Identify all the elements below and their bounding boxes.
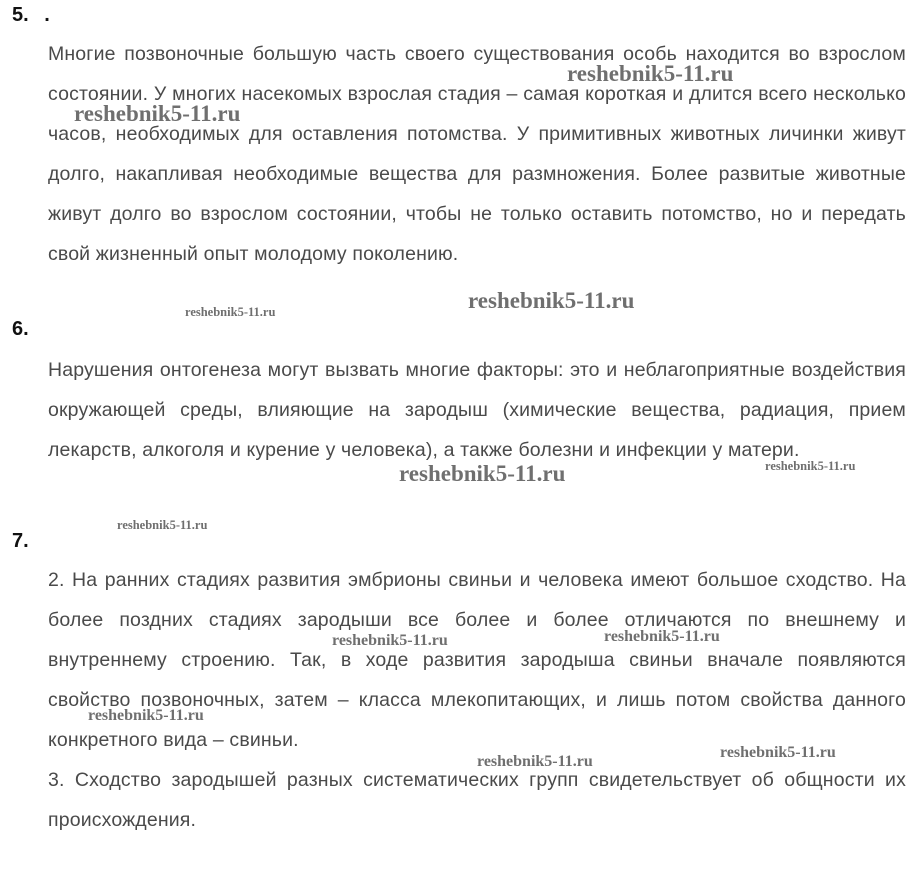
paragraph: Нарушения онтогенеза могут вызвать многие факторы: это и неблагоприятные воздействия окружающей среды, влияющие на зародыш (химические вещества, радиация, прием лекарств, алкоголя и курение у человека), а также болезни и инфекции у матери. <box>48 359 906 461</box>
section-number-5 <box>12 4 50 27</box>
section-number-6 <box>12 318 29 341</box>
section-number-label: 6. <box>12 318 29 340</box>
section-number-label: 5. <box>12 4 29 26</box>
watermark: reshebnik5-11.ru <box>88 707 204 724</box>
section-number-dot: . <box>44 4 50 26</box>
watermark: reshebnik5-11.ru <box>567 61 734 86</box>
section-number-7 <box>12 530 29 553</box>
paragraph: 2. На ранних стадиях развития эмбрионы свиньи и человека имеют большое сходство. На более поздних стадиях зародыши все более и более отличаются по внешнему и внутреннему строению. Так, в ходе развития зародыша свиньи вначале появляются свойство позвоночных, затем – класса млекопитающих, и лишь потом свойства данного конкретного вида – свиньи. <box>48 569 906 751</box>
paragraph: 3. Сходство зародышей разных систематических групп свидетельствует об общности их происхождения. <box>48 769 906 831</box>
section-5-text <box>48 34 906 274</box>
watermark: reshebnik5-11.ru <box>468 288 635 313</box>
section-number-label: 7. <box>12 530 29 552</box>
watermark: reshebnik5-11.ru <box>477 753 593 770</box>
watermark: reshebnik5-11.ru <box>74 101 241 126</box>
watermark: reshebnik5-11.ru <box>765 459 856 473</box>
watermark: reshebnik5-11.ru <box>117 518 208 532</box>
watermark: reshebnik5-11.ru <box>332 632 448 649</box>
paragraph: Многие позвоночные большую часть своего существования особь находится во взрослом состоянии. У многих насекомых взрослая стадия – самая короткая и длится всего несколько часов, необходимых для оставления потомства. У примитивных животных личинки живут долго, накапливая необходимые вещества для размножения. Более развитые животные живут долго во взрослом состоянии, чтобы не только оставить потомство, но и передать свой жизненный опыт молодому поколению. <box>48 43 906 265</box>
section-7-text <box>48 560 906 840</box>
section-6-text <box>48 350 906 470</box>
watermark: reshebnik5-11.ru <box>399 461 566 486</box>
watermark: reshebnik5-11.ru <box>185 305 276 319</box>
watermark: reshebnik5-11.ru <box>720 744 836 761</box>
watermark: reshebnik5-11.ru <box>604 628 720 645</box>
